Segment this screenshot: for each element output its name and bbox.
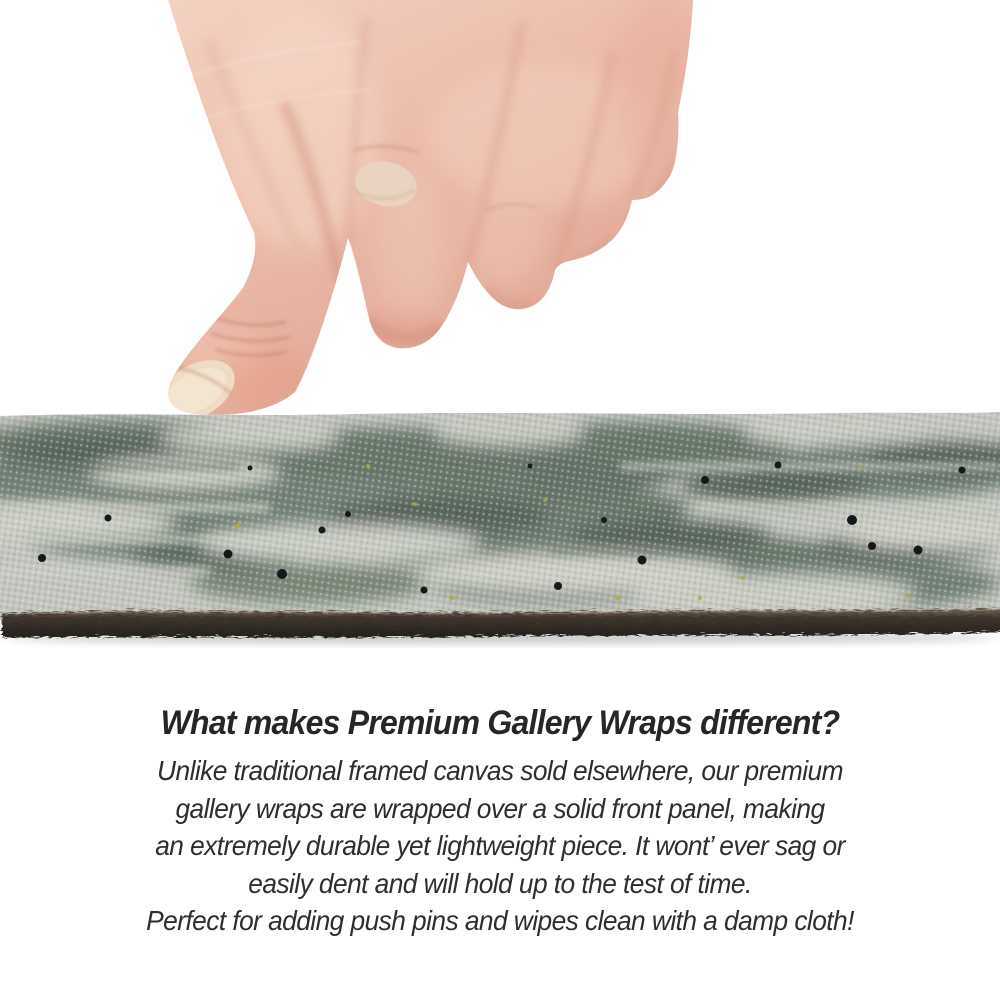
canvas-edge-photo — [0, 408, 1000, 648]
headline: What makes Premium Gallery Wraps different? — [160, 704, 840, 742]
body-line: Perfect for adding push pins and wipes clean with a damp cloth! — [146, 905, 854, 936]
body-line: easily dent and will hold up to the test of time. — [248, 867, 752, 899]
body-line: an extremely durable yet lightweight piece. It wont’ ever sag or — [155, 830, 845, 861]
body-text — [30, 752, 970, 940]
body-line: Unlike traditional framed canvas sold elsewhere, our premium — [157, 755, 843, 786]
canvas-back-edge — [0, 607, 1000, 636]
body-line: gallery wraps are wrapped over a solid front panel, making — [175, 792, 825, 824]
hand-photo — [0, 0, 1000, 416]
marketing-text — [30, 702, 970, 940]
